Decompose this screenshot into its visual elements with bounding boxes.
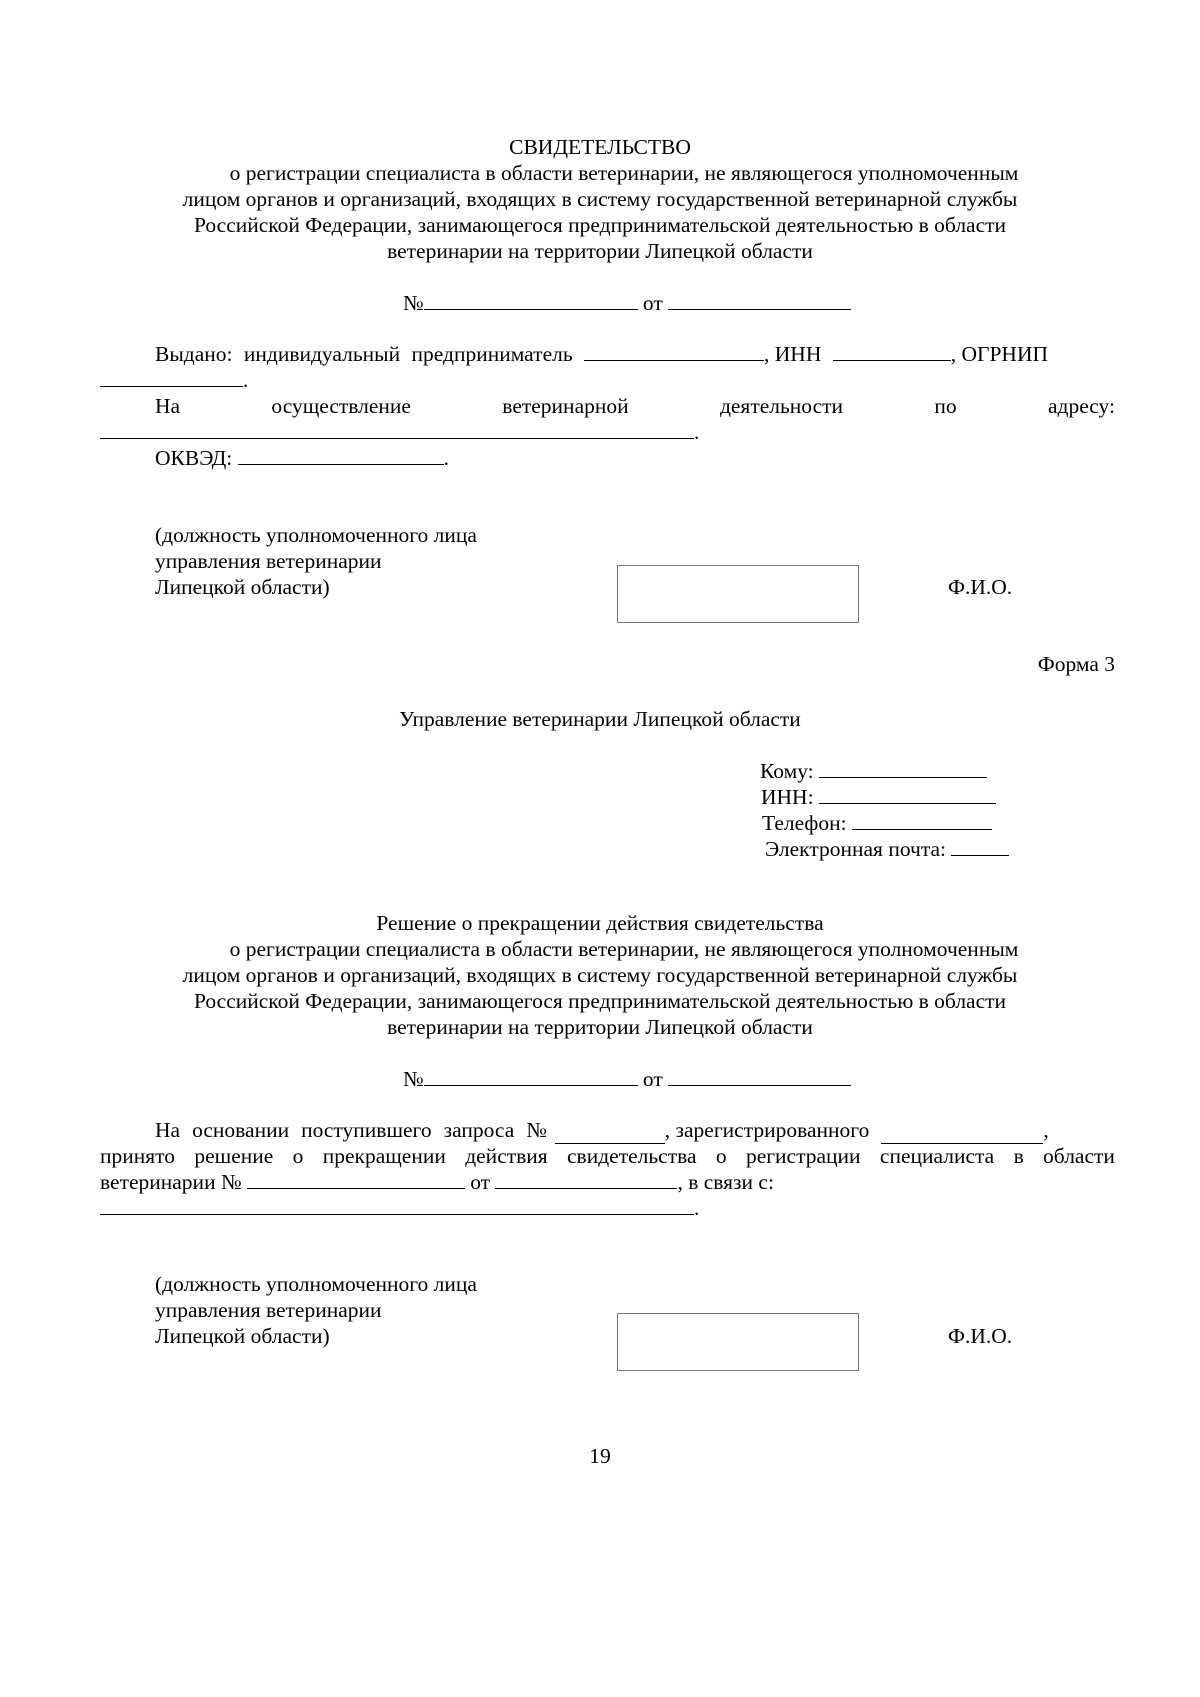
activity-word-3: ветеринарной [502,394,629,418]
recipient-email-field[interactable] [951,835,1009,856]
body-word: основании [192,1118,290,1142]
recipient-phone-row [762,809,992,837]
decision-subtitle-line-1: о регистрации специалиста в области ветеринарии, не являющегося уполномоченным [229,937,1019,961]
certificate-number-ref-field[interactable] [247,1168,465,1189]
issued-word-3: предприниматель [411,342,573,366]
period: . [694,420,700,444]
recipient-email-row [765,835,1009,863]
decision-body-line-2 [100,1142,1115,1170]
activity-word-2: осуществление [271,394,411,418]
body-word: области [1043,1144,1115,1168]
certificate-date-field[interactable] [668,289,851,310]
decision-subtitle-line-3: Российской Федерации, занимающегося предпринимательской деятельностью в области [193,989,1007,1013]
signer-position-line-3: Липецкой области) [155,1324,330,1348]
recipient-inn-row [761,783,996,811]
body-word: о [715,1144,727,1168]
decision-number-row [403,1065,851,1093]
body-word: действия [465,1144,548,1168]
decision-subtitle-line-4: ветеринарии на территории Липецкой области [387,1015,813,1039]
inn-label: , ИНН [764,342,822,366]
period: . [443,446,449,470]
activity-word-5: по [934,394,957,418]
decision-date-field[interactable] [668,1065,851,1086]
body-word: специалиста [879,1144,995,1168]
signer-position-line-1: (должность уполномоченного лица [155,1272,477,1296]
ogrnip-row [100,366,248,394]
number-sign: № [403,1067,424,1091]
decision-body-line-3 [100,1168,774,1196]
certificate-number-row [403,289,851,317]
okved-label: ОКВЭД: [155,446,233,470]
address-field[interactable] [100,418,694,439]
signer-position-line-2: управления ветеринарии [155,1298,382,1322]
decision-number-field[interactable] [424,1065,638,1086]
activity-word-4: деятельности [719,394,844,418]
recipient-to-row [760,757,987,785]
registration-date-field[interactable] [881,1123,1043,1144]
from-label: от [642,291,663,315]
page-number: 19 [589,1444,611,1468]
period: . [694,1196,700,1220]
body-word: в [1013,1144,1024,1168]
reason-row [100,1194,699,1222]
certificate-date-ref-field[interactable] [495,1168,677,1189]
decision-subtitle-line-2: лицом органов и организаций, входящих в систему государственной ветеринарной службы [182,963,1018,987]
registered-label: , зарегистрированного [664,1118,870,1142]
certificate-subtitle-line-3: Российской Федерации, занимающегося предпринимательской деятельностью в области [193,213,1007,237]
body-word: свидетельства [567,1144,697,1168]
body-word: прекращении [322,1144,446,1168]
recipient-inn-field[interactable] [819,783,996,804]
signature-box[interactable] [617,565,859,623]
issued-row [155,340,1048,368]
recipient-to-label: Кому: [760,759,814,783]
comma: , [1043,1118,1049,1142]
period: . [243,368,249,392]
body-line3-from: от [470,1170,491,1194]
recipient-phone-label: Телефон: [762,811,847,835]
inn-field[interactable] [833,340,951,361]
activity-row [155,392,1115,420]
certificate-title: СВИДЕТЕЛЬСТВО [509,135,691,159]
signer-fio: Ф.И.О. [948,575,1013,599]
recipient-to-field[interactable] [819,757,987,778]
activity-word-6: адресу: [1047,394,1115,418]
reason-field[interactable] [100,1194,694,1215]
form-number-label: Форма 3 [1037,652,1115,676]
body-line3-start: ветеринарии № [100,1170,242,1194]
body-word: запроса [443,1118,515,1142]
body-line3-end: , в связи с: [677,1170,774,1194]
signer-position-line-1: (должность уполномоченного лица [155,523,477,547]
certificate-subtitle-line-2: лицом органов и организаций, входящих в систему государственной ветеринарной службы [182,187,1018,211]
signer-fio: Ф.И.О. [948,1324,1013,1348]
recipient-phone-field[interactable] [852,809,992,830]
certificate-subtitle-line-4: ветеринарии на территории Липецкой области [387,239,813,263]
issued-word-2: индивидуальный [243,342,401,366]
body-word: о [292,1144,304,1168]
signer-position-line-3: Липецкой области) [155,575,330,599]
recipient-inn-label: ИНН: [761,785,814,809]
issued-word-1: Выдано: [155,342,233,366]
activity-word-1: На [155,394,181,418]
certificate-subtitle-line-1: о регистрации специалиста в области ветеринарии, не являющегося уполномоченным [229,161,1019,185]
okved-field[interactable] [238,444,444,465]
number-sign: № [403,291,424,315]
body-word: № [526,1118,547,1142]
ogrnip-field[interactable] [100,366,243,387]
address-row [100,418,699,446]
body-word: принято [100,1144,176,1168]
signature-box[interactable] [617,1313,859,1371]
entrepreneur-name-field[interactable] [584,340,764,361]
decision-title: Решение о прекращении действия свидетельства [376,911,824,935]
body-word: поступившего [301,1118,432,1142]
certificate-number-field[interactable] [424,289,638,310]
body-word: решение [194,1144,274,1168]
body-word: На [155,1118,181,1142]
authority-name: Управление ветеринарии Липецкой области [399,707,801,731]
decision-body-line-1 [155,1116,1115,1144]
signer-position-line-2: управления ветеринарии [155,549,382,573]
okved-row [155,444,449,472]
recipient-email-label: Электронная почта: [765,837,947,861]
request-number-field[interactable] [555,1123,665,1144]
from-label: от [642,1067,663,1091]
body-word: регистрации [745,1144,861,1168]
ogrnip-label: , ОГРНИП [950,342,1048,366]
